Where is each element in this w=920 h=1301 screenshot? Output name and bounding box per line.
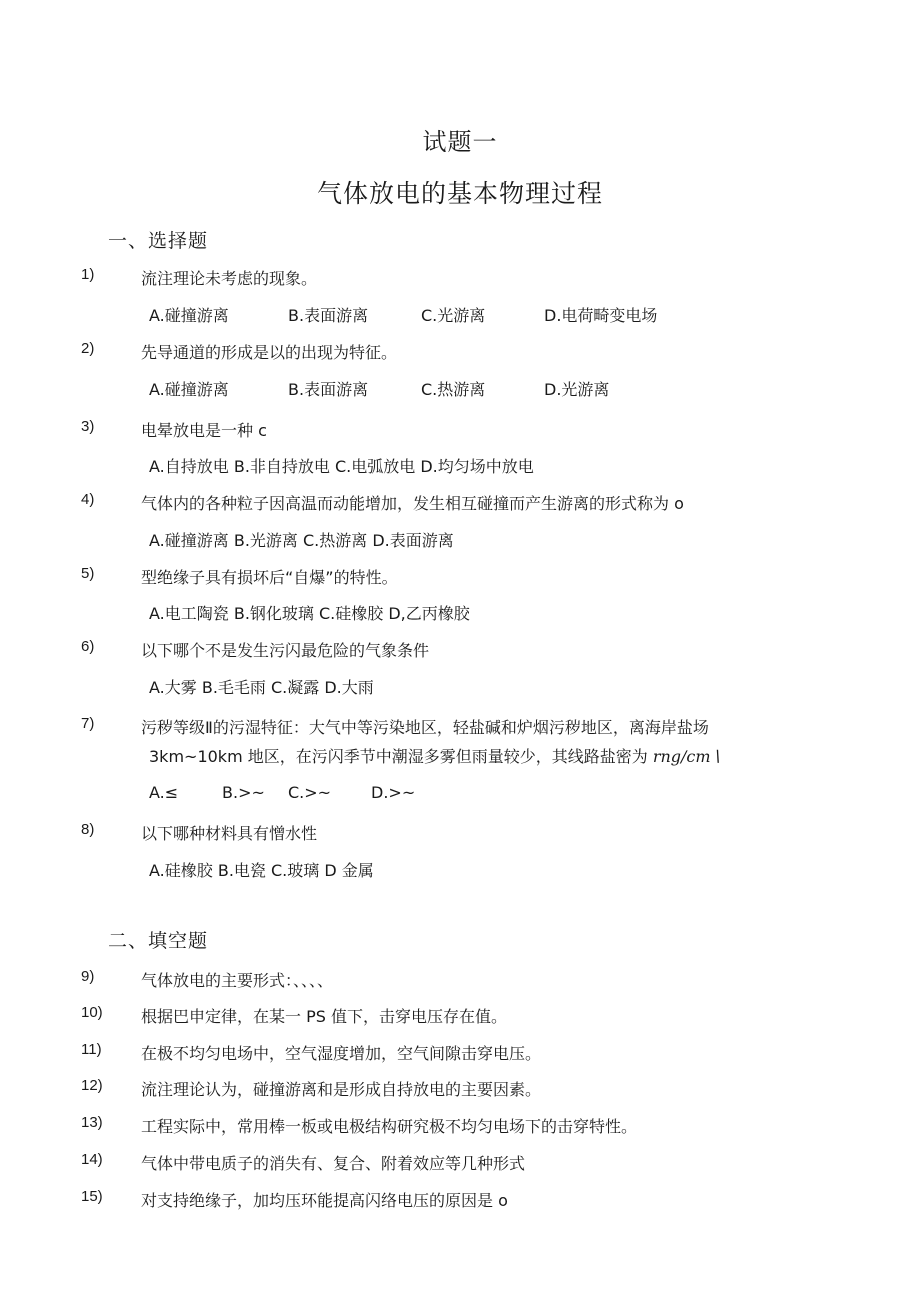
question-number: 15) [81, 1188, 103, 1205]
question-number: 4) [81, 491, 95, 508]
options-line: A.碰撞游离 B.光游离 C.热游离 D.表面游离 [149, 531, 454, 550]
question-number: 10) [81, 1004, 103, 1021]
continuation-text: 3km~10km 地区，在污闪季节中潮湿多雾但雨量较少，其线路盐密为 [149, 747, 648, 766]
option-d: D.电荷畸变电场 [544, 306, 658, 325]
question-8-options [0, 858, 920, 880]
page-title: 试题一 [422, 128, 498, 156]
fill-question-15 [0, 1188, 920, 1212]
section-heading-fill: 二、填空题 [108, 930, 209, 952]
question-number: 11) [81, 1041, 102, 1058]
question-number: 3) [81, 418, 95, 435]
question-7-options [0, 783, 920, 805]
question-5-options [0, 601, 920, 623]
question-text: 先导通道的形成是以的出现为特征。 [141, 343, 398, 362]
fill-question-12 [0, 1077, 920, 1101]
question-number: 7) [81, 715, 95, 732]
question-number: 12) [81, 1077, 103, 1094]
question-number: 1) [81, 266, 95, 283]
question-text: 流注理论未考虑的现象。 [141, 269, 318, 288]
option-b: B.表面游离 [288, 306, 369, 325]
question-text: 电晕放电是一种 c [141, 421, 267, 440]
options-line: A.电工陶瓷 B.钢化玻璃 C.硅橡胶 D,乙丙橡胶 [149, 604, 470, 623]
unit-text: rng∕cm∖ [652, 747, 721, 766]
options-line: A.自持放电 B.非自持放电 C.电弧放电 D.均匀场中放电 [149, 457, 534, 476]
question-text: 气体内的各种粒子因高温而动能增加，发生相互碰撞而产生游离的形式称为 o [141, 494, 684, 513]
options-line: A.大雾 B.毛毛雨 C.凝露 D.大雨 [149, 678, 374, 697]
question-3 [0, 418, 920, 442]
option-c: C.>~ [288, 783, 332, 802]
option-d: D.>~ [371, 783, 416, 802]
question-number: 6) [81, 638, 95, 655]
question-6 [0, 638, 920, 662]
question-number: 9) [81, 968, 95, 985]
option-d: D.光游离 [544, 380, 610, 399]
question-text: 以下哪种材料具有憎水性 [141, 824, 318, 843]
question-text: 对支持绝缘子，加均压环能提高闪络电压的原因是 o [141, 1191, 508, 1210]
question-text: 流注理论认为，碰撞游离和是形成自持放电的主要因素。 [141, 1080, 542, 1099]
question-text: 气体中带电质子的消失有、复合、附着效应等几种形式 [141, 1154, 526, 1173]
question-2 [0, 340, 920, 364]
option-b: B.表面游离 [288, 380, 369, 399]
option-b: B.>~ [222, 783, 265, 802]
question-7 [0, 715, 920, 739]
question-6-options [0, 675, 920, 697]
question-3-options [0, 454, 920, 476]
question-8 [0, 821, 920, 845]
question-text: 型绝缘子具有损坏后“自爆”的特性。 [141, 568, 398, 587]
fill-question-13 [0, 1114, 920, 1138]
question-number: 5) [81, 565, 95, 582]
option-c: C.热游离 [421, 380, 486, 399]
question-number: 14) [81, 1151, 103, 1168]
section-heading-choice: 一、选择题 [108, 230, 209, 252]
question-5 [0, 565, 920, 589]
fill-question-14 [0, 1151, 920, 1175]
question-text: 工程实际中，常用棒一板或电极结构研究极不均匀电场下的击穿特性。 [141, 1117, 638, 1136]
question-text: 根据巴申定律，在某一 PS 值下，击穿电压存在值。 [141, 1007, 507, 1026]
question-number: 13) [81, 1114, 103, 1131]
options-line: A.硅橡胶 B.电瓷 C.玻璃 D 金属 [149, 861, 374, 880]
option-a: A.≤ [149, 783, 179, 802]
fill-question-9 [0, 968, 920, 992]
question-1-options [0, 303, 920, 325]
question-number: 8) [81, 821, 95, 838]
fill-question-10 [0, 1004, 920, 1028]
question-4-options [0, 528, 920, 550]
question-text: 在极不均匀电场中，空气湿度增加，空气间隙击穿电压。 [141, 1044, 542, 1063]
question-number: 2) [81, 340, 95, 357]
question-4 [0, 491, 920, 515]
page-subtitle: 气体放电的基本物理过程 [316, 179, 603, 208]
fill-question-11 [0, 1041, 920, 1065]
question-text: 气体放电的主要形式：、、、、 [141, 971, 334, 990]
question-text: 污秽等级Ⅱ的污湿特征：大气中等污染地区，轻盐碱和炉烟污秽地区，离海岸盐场 [141, 718, 709, 737]
option-a: A.碰撞游离 [149, 380, 229, 399]
option-a: A.碰撞游离 [149, 306, 229, 325]
question-text: 以下哪个不是发生污闪最危险的气象条件 [141, 641, 430, 660]
question-7-continuation [149, 744, 721, 767]
question-2-options [0, 377, 920, 399]
option-c: C.光游离 [421, 306, 486, 325]
question-1 [0, 266, 920, 290]
